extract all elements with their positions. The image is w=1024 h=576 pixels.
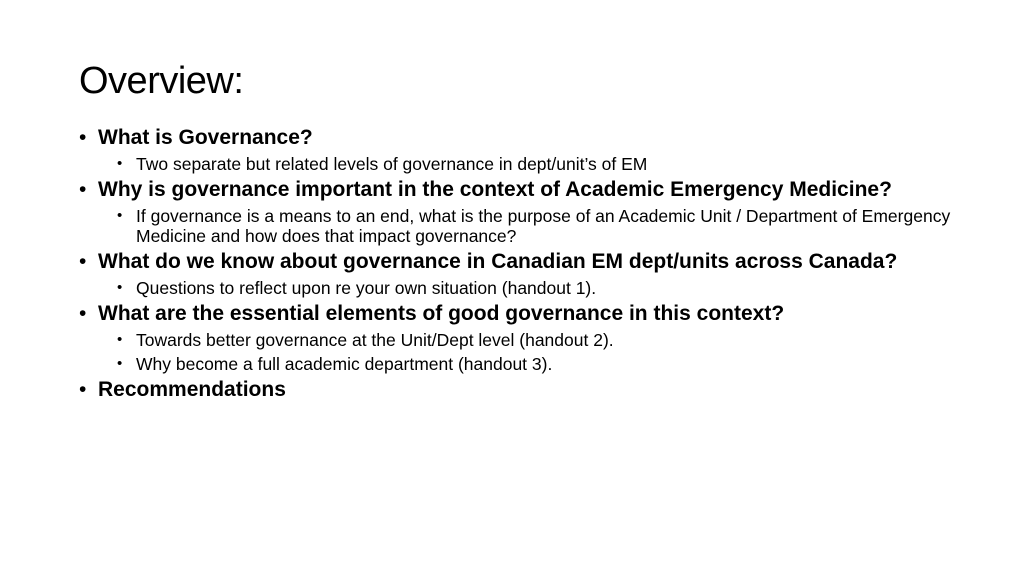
bullet-item <box>79 249 959 298</box>
sub-bullet-text: If governance is a means to an end, what is the purpose of an Academic Unit / Department of Emergency Medicine and how does that impact governance? <box>136 206 951 246</box>
bullet-icon: • <box>117 331 123 348</box>
bullet-icon: • <box>117 279 123 296</box>
bullet-item <box>79 301 959 374</box>
sub-bullet-text: Towards better governance at the Unit/Dept level (handout 2). <box>136 330 614 350</box>
bullet-item <box>79 377 959 402</box>
bullet-icon: • <box>117 155 123 172</box>
bullet-icon: • <box>117 207 123 224</box>
sub-bullet-list <box>98 154 959 174</box>
sub-bullet-list <box>98 278 959 298</box>
bullet-icon: • <box>79 126 87 149</box>
bullet-icon: • <box>79 302 87 325</box>
bullet-item <box>79 125 959 174</box>
bullet-text: Why is governance important in the context of Academic Emergency Medicine? <box>98 178 892 201</box>
sub-bullet-list <box>98 206 959 246</box>
sub-bullet-item <box>98 354 959 374</box>
bullet-text: What is Governance? <box>98 126 313 149</box>
bullet-text: Recommendations <box>98 378 286 401</box>
sub-bullet-text: Why become a full academic department (handout 3). <box>136 354 553 374</box>
sub-bullet-text: Questions to reflect upon re your own situation (handout 1). <box>136 278 597 298</box>
sub-bullet-item <box>98 206 959 246</box>
bullet-icon: • <box>79 378 87 401</box>
bullet-icon: • <box>117 355 123 372</box>
bullet-icon: • <box>79 178 87 201</box>
sub-bullet-item <box>98 154 959 174</box>
bullet-text: What are the essential elements of good governance in this context? <box>98 302 785 325</box>
sub-bullet-list <box>98 330 959 374</box>
bullet-item <box>79 177 959 246</box>
bullet-text: What do we know about governance in Canadian EM dept/units across Canada? <box>98 250 898 273</box>
bullet-icon: • <box>79 250 87 273</box>
sub-bullet-item <box>98 278 959 298</box>
bullet-list <box>79 125 959 402</box>
sub-bullet-item <box>98 330 959 350</box>
slide-title: Overview: <box>79 60 244 102</box>
sub-bullet-text: Two separate but related levels of governance in dept/unit’s of EM <box>136 154 648 174</box>
